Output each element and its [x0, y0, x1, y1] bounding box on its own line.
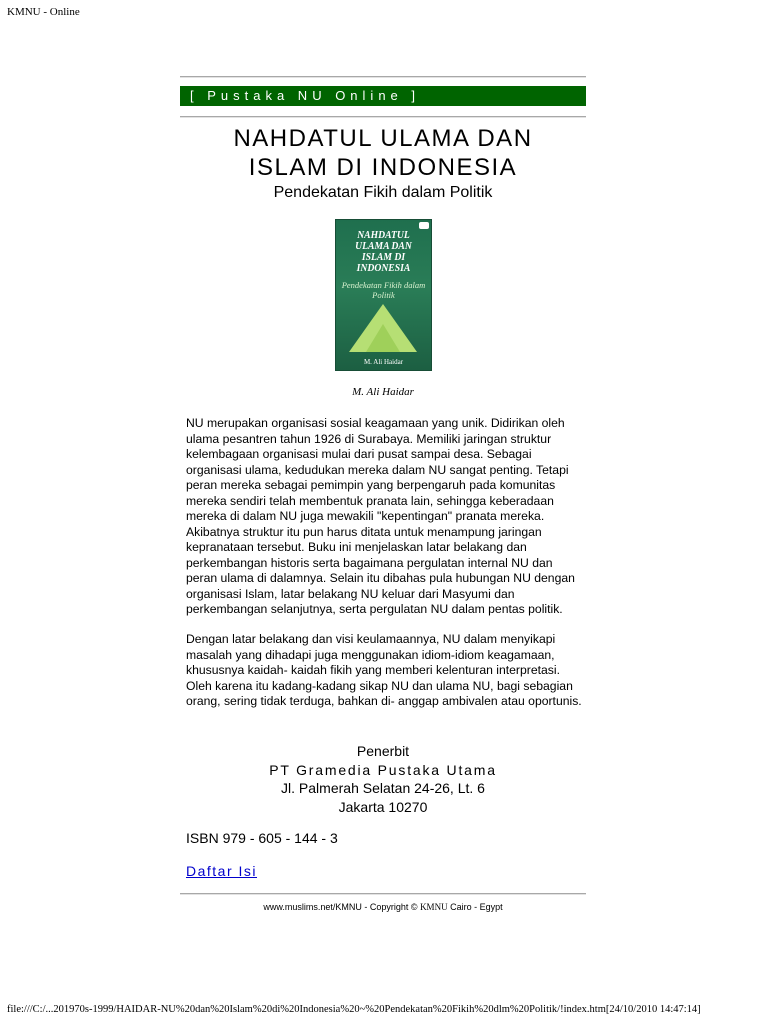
- pyramid-shade: [366, 324, 400, 352]
- copyright-line: [180, 902, 586, 912]
- print-header: KMNU - Online: [7, 6, 80, 18]
- copyright-org: KMNU: [420, 902, 448, 912]
- book-title-line1: NAHDATUL ULAMA DAN: [233, 125, 533, 152]
- publisher-block: [180, 742, 586, 816]
- copyright-suffix: Cairo - Egypt: [447, 902, 503, 912]
- table-of-contents-link[interactable]: Daftar Isi: [186, 863, 258, 879]
- site-banner: [ Pustaka NU Online ]: [180, 86, 586, 106]
- cover-subtitle: Pendekatan Fikih dalam Politik: [341, 280, 426, 300]
- author-name: M. Ali Haidar: [352, 386, 414, 398]
- publisher-logo-icon: [419, 222, 429, 229]
- book-cover-image: [336, 220, 431, 370]
- footer-divider: [180, 893, 586, 895]
- print-footer-url: file:///C:/...201970s-1999/HAIDAR-NU%20dan%20Islam%20di%20Indonesia%20~%20Pendekatan%20Fikih%20dlm%20Politik/!index.htm[24/10/2010 14:47:14]: [7, 1004, 701, 1015]
- publisher-city: Jakarta 10270: [338, 798, 428, 815]
- cover-author: M. Ali Haidar: [363, 358, 404, 366]
- book-title-line2: ISLAM DI INDONESIA: [248, 154, 518, 181]
- copyright-prefix: www.muslims.net/KMNU - Copyright ©: [263, 902, 421, 912]
- description-paragraph-1: NU merupakan organisasi sosial keagamaan yang unik. Didirikan oleh ulama pesantren tahun 1926 di Surabaya. Memiliki jaringan struktur kelembagaan organisasi mulai dari pusat sampai desa. Sebagai organisasi ulama, kedudukan mereka dalam NU sangat penting. Tetapi peran mereka sebagai pemimpin yang berpengaruh pada komunitas mereka sendiri telah membentuk pranata lain, sehingga keberadaan mereka di dalam NU juga mewakili "kepentingan" pranata mereka. Akibatnya struktur itu pun harus ditata untuk menampung jaringan kepranataan tersebut. Buku ini menjelaskan latar belakang dan perkembangan historis serta bagaimana pergulatan internal NU dan peran ulama di dalamnya. Selain itu dibahas pula hubungan NU dengan organisasi Islam, latar belakang NU keluar dari Masyumi dan perkembangan selanjutnya, serta pergulatan NU dalam pentas politik.: [186, 416, 575, 616]
- publisher-address: Jl. Palmerah Selatan 24-26, Lt. 6: [281, 780, 485, 796]
- publisher-name: PT Gramedia Pustaka Utama: [269, 761, 497, 778]
- book-subtitle: Pendekatan Fikih dalam Politik: [273, 184, 493, 201]
- publisher-label: Penerbit: [356, 743, 410, 759]
- isbn: ISBN 979 - 605 - 144 - 3: [186, 830, 338, 846]
- banner-divider: [180, 116, 586, 118]
- top-divider: [180, 76, 586, 78]
- description-paragraph-2: Dengan latar belakang dan visi keulamaannya, NU dalam menyikapi masalah yang dihadapi juga menggunakan idiom-idiom keagamaan, khususnya kaidah- kaidah fikih yang memberi kelenturan interpretasi. Oleh karena itu kadang-kadang sikap NU dan ulama NU, bagi sebagian orang, sering tidak terduga, bahkan di- anggap ambivalen atau oportunis.: [186, 632, 582, 708]
- cover-title: NAHDATUL ULAMA DAN ISLAM DI INDONESIA: [355, 230, 412, 274]
